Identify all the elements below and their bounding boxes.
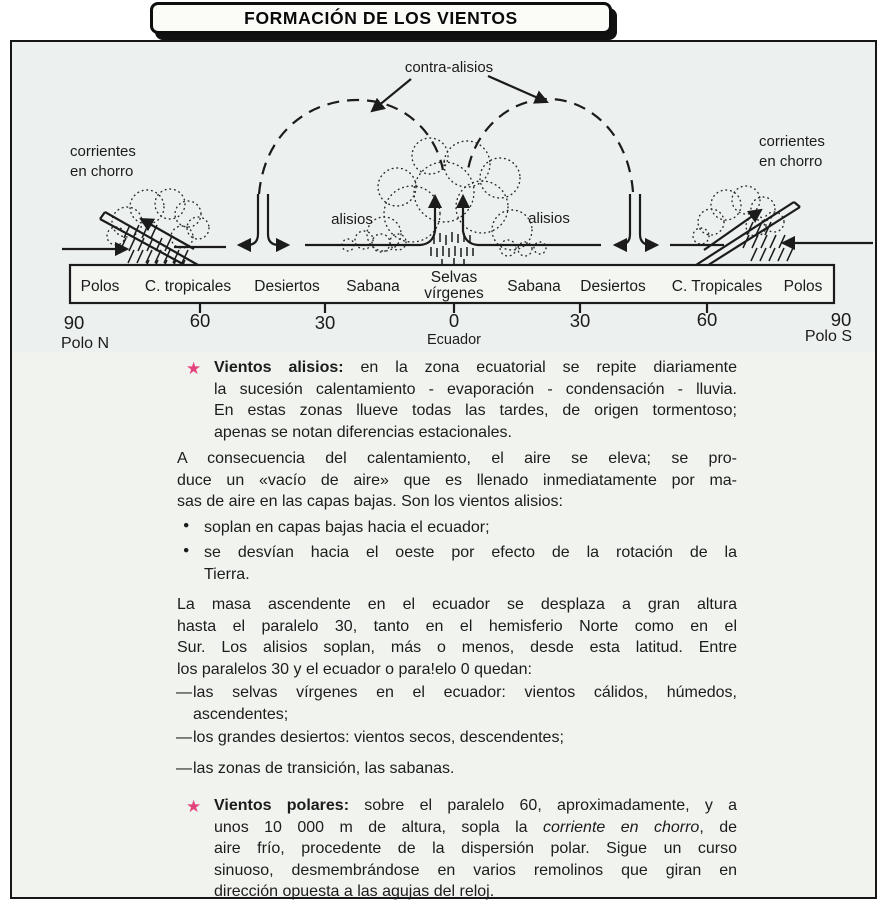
- jet-label-left-2: en chorro: [70, 163, 134, 180]
- jet-label-right-2: en chorro: [759, 153, 823, 170]
- para-vientos-polares: ★ Vientos polares: sobre el paralelo 60, aproximadamente, y a unos 10 000 m de altura, sopla la corriente en chorro, de aire frío, procedente de la dispersión polar. Sigue un curso sinuoso, desmembrándose en varios remolinos que giran en dirección opuesta a las agujas del reloj.: [186, 797, 738, 900]
- para-lead: Vientos polares:: [214, 797, 350, 814]
- lat-90n: 90: [63, 312, 85, 333]
- zone-polos-s: Polos: [783, 278, 823, 295]
- bullet-item-1: ● soplan en capas bajas hacia el ecuador;: [177, 517, 737, 539]
- page-title-banner: [150, 2, 612, 34]
- content-panel: [10, 40, 877, 899]
- dash-marker: —: [176, 684, 192, 701]
- zone-sabana-n: Sabana: [346, 278, 400, 295]
- diagram-background: [12, 42, 875, 352]
- contra-alisios-label: contra-alisios: [404, 59, 494, 76]
- dash-item-3: — las zonas de transición, las sabanas.: [177, 758, 737, 780]
- alisios-label-right: alisios: [528, 210, 570, 227]
- lat-60n: 60: [189, 310, 211, 331]
- star-bullet-icon: ★: [186, 797, 202, 816]
- para-masa-ascendente: La masa ascendente en el ecuador se desplaza a gran altura hasta el paralelo 30, tanto en el hemisferio Norte como en el Sur. Los alisios soplan, más o menos, desde esta latitud. Entre los paralelos 30 y el ecuador o para!elo 0 quedan:: [177, 596, 737, 678]
- italic-phrase: corriente en chorro: [543, 818, 700, 836]
- lat-60s: 60: [696, 309, 718, 330]
- para-consecuencia: A consecuencia del calentamiento, el aire se eleva; se pro- duce un «vacío de aire» que es llenado inmediatamente por ma- sas de aire en las capas bajas. Son los vientos alisios:: [177, 450, 737, 510]
- bullet-dot-icon: ●: [183, 518, 190, 531]
- pole-s-label: Polo S: [804, 328, 852, 345]
- alisios-label-left: alisios: [331, 211, 373, 228]
- zone-selvas-line2: vírgenes: [424, 285, 484, 302]
- bullet-dot-icon: ●: [183, 544, 190, 556]
- dash-item-2: — los grandes desiertos: vientos secos, descendentes;: [177, 727, 737, 749]
- zone-polos-n: Polos: [80, 278, 120, 295]
- dash-marker: —: [176, 759, 192, 777]
- lat-30n: 30: [314, 312, 336, 333]
- jet-label-right: corrientes: [759, 133, 825, 150]
- bullet-item-2: ● se desvían hacia el oeste por efecto de la rotación de la Tierra.: [177, 542, 737, 585]
- star-bullet-icon: ★: [186, 359, 202, 378]
- lat-0: 0: [448, 310, 460, 331]
- zone-sabana-s: Sabana: [507, 278, 561, 295]
- jet-label-left: corrientes: [70, 143, 136, 160]
- dash-item-1: — las selvas vírgenes en el ecuador: vientos cálidos, húmedos, ascendentes;: [176, 684, 737, 723]
- para-lead: Vientos alisios:: [214, 359, 344, 376]
- dash-marker: —: [176, 729, 192, 746]
- body-text: [12, 352, 875, 903]
- lat-90s: 90: [830, 309, 852, 330]
- page-title: FORMACIÓN DE LOS VIENTOS: [244, 7, 518, 28]
- zone-tropicales-n: C. tropicales: [144, 278, 232, 295]
- wind-formation-diagram: [12, 42, 875, 352]
- zone-tropicales-s: C. Tropicales: [671, 278, 763, 295]
- pole-n-label: Polo N: [61, 335, 110, 352]
- zone-desiertos-n: Desiertos: [254, 278, 320, 295]
- para-vientos-alisios: ★ Vientos alisios: en la zona ecuatorial se repite diariamente la sucesión calentamiento - evaporación - condensación - lluvia. En estas zonas llueve todas las tardes, de origen tormentoso; apenas se notan diferencias estacionales.: [186, 359, 738, 441]
- zone-selvas-line1: Selvas: [430, 269, 478, 286]
- lat-30s: 30: [569, 310, 591, 331]
- equator-label: Ecuador: [426, 332, 482, 348]
- zone-desiertos-s: Desiertos: [580, 278, 646, 295]
